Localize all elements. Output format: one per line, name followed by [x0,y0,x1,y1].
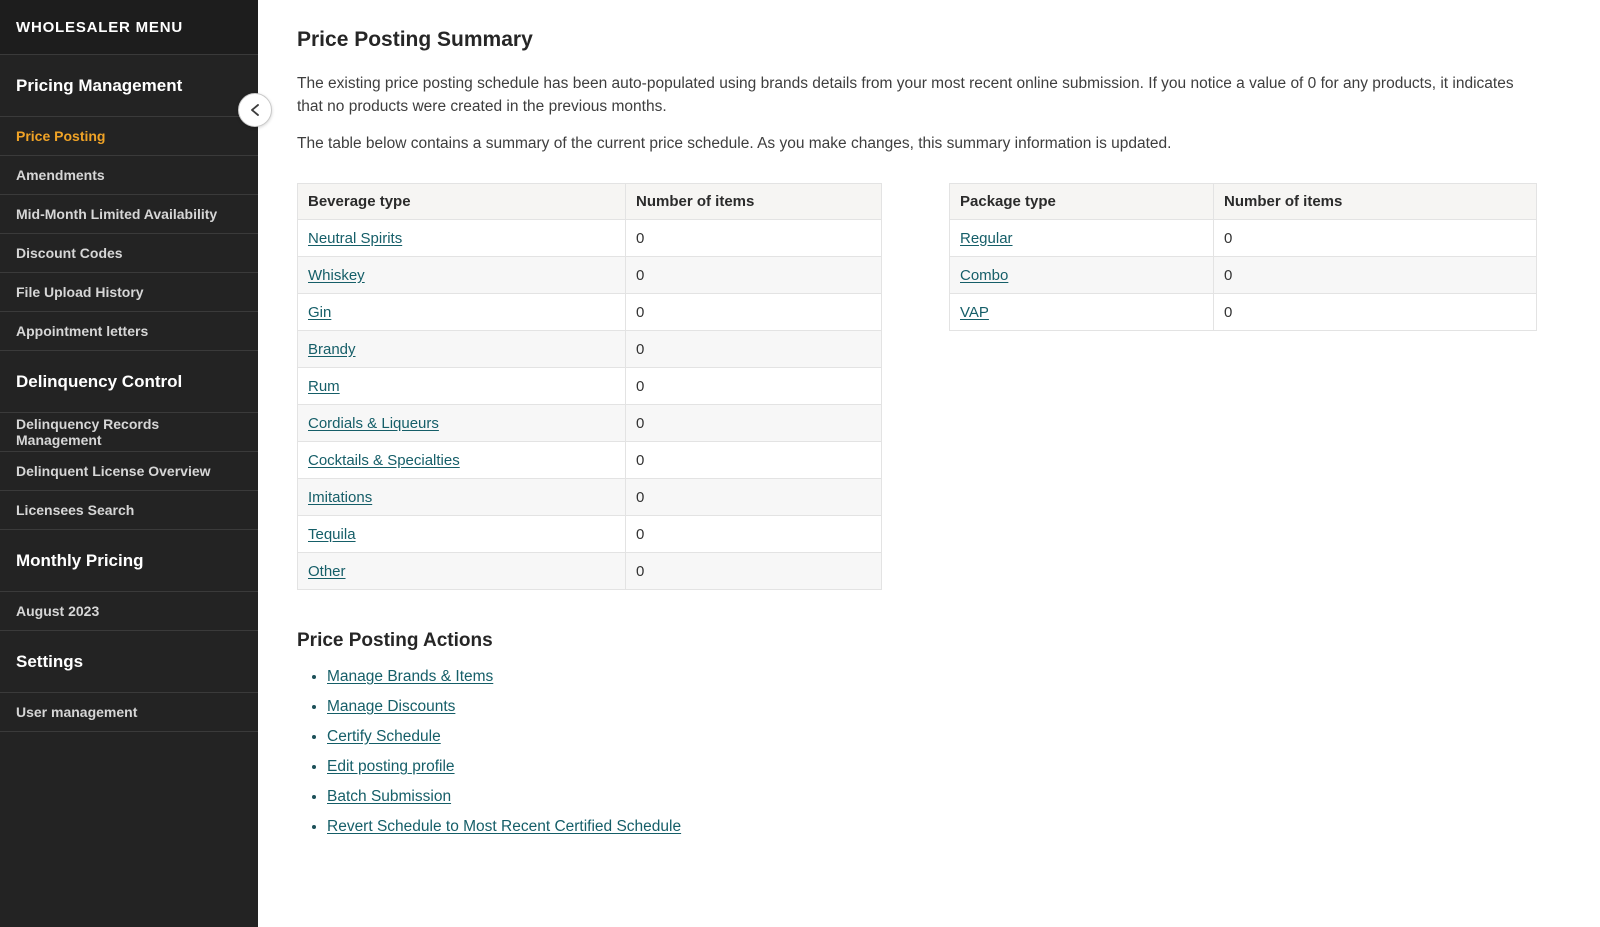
package-type-table [949,183,1537,331]
main-content [258,0,1600,927]
item-count: 0 [626,331,882,368]
list-item [327,698,1536,716]
sidebar-section-pricing-management: Pricing Management [0,55,258,117]
action-link-certify-schedule[interactable]: Certify Schedule [327,728,441,745]
item-count: 0 [1214,220,1537,257]
action-link-manage-discounts[interactable]: Manage Discounts [327,698,456,715]
sidebar-item-file-upload-history[interactable]: File Upload History [0,273,258,312]
beverage-link-rum[interactable]: Rum [308,377,340,395]
package-link-regular[interactable]: Regular [960,229,1013,247]
beverage-link-neutral-spirits[interactable]: Neutral Spirits [308,229,403,247]
action-link-edit-posting-profile[interactable]: Edit posting profile [327,758,455,775]
item-count: 0 [626,516,882,553]
sidebar-item-amendments[interactable]: Amendments [0,156,258,195]
beverage-link-whiskey[interactable]: Whiskey [308,266,365,284]
sidebar-item-user-management[interactable]: User management [0,693,258,732]
table-header-row [950,184,1537,220]
item-count: 0 [626,442,882,479]
beverage-link-brandy[interactable]: Brandy [308,340,356,358]
table-header-row [298,184,882,220]
sidebar-section-settings: Settings [0,631,258,693]
actions-list [297,668,1536,836]
table-row [298,331,882,368]
table-row [298,479,882,516]
table-row [950,220,1537,257]
sidebar-title: WHOLESALER MENU [0,0,258,55]
item-count: 0 [626,553,882,590]
package-link-combo[interactable]: Combo [960,266,1009,284]
item-count: 0 [626,368,882,405]
beverage-link-cordials-liqueurs[interactable]: Cordials & Liqueurs [308,414,439,432]
list-item [327,788,1536,806]
table-row [298,442,882,479]
item-count: 0 [626,220,882,257]
beverage-type-table [297,183,882,590]
sidebar-item-mid-month-limited-availability[interactable]: Mid-Month Limited Availability [0,195,258,234]
package-link-vap[interactable]: VAP [960,303,989,321]
item-count: 0 [1214,257,1537,294]
number-of-items-header: Number of items [1214,184,1537,220]
sidebar-item-august-2023[interactable]: August 2023 [0,592,258,631]
table-row [298,516,882,553]
list-item [327,818,1536,836]
chevron-left-icon [250,103,260,117]
sidebar-item-price-posting[interactable]: Price Posting [0,117,258,156]
intro-paragraph-1: The existing price posting schedule has been auto-populated using brands details from your most recent online submission. If you notice a value of 0 for any products, it indicates that no products were created in the previous months. [297,75,1514,115]
sidebar-section-monthly-pricing: Monthly Pricing [0,530,258,592]
number-of-items-header: Number of items [626,184,882,220]
sidebar-section-delinquency-control: Delinquency Control [0,351,258,413]
item-count: 0 [626,294,882,331]
summary-tables [297,183,1536,590]
beverage-link-other[interactable]: Other [308,562,346,580]
beverage-link-tequila[interactable]: Tequila [308,525,356,543]
actions-title: Price Posting Actions [297,630,493,651]
table-row [298,220,882,257]
sidebar-item-delinquency-records-management[interactable]: Delinquency Records Management [0,413,258,452]
sidebar-collapse-button[interactable] [238,93,272,127]
item-count: 0 [626,257,882,294]
list-item [327,758,1536,776]
beverage-link-gin[interactable]: Gin [308,303,332,321]
action-link-revert-schedule[interactable]: Revert Schedule to Most Recent Certified Schedule [327,818,682,835]
sidebar-item-delinquent-license-overview[interactable]: Delinquent License Overview [0,452,258,491]
table-row [950,294,1537,331]
table-row [950,257,1537,294]
sidebar-item-licensees-search[interactable]: Licensees Search [0,491,258,530]
list-item [327,668,1536,686]
item-count: 0 [1214,294,1537,331]
table-row [298,405,882,442]
beverage-type-header: Beverage type [298,184,626,220]
list-item [327,728,1536,746]
intro-paragraph-2: The table below contains a summary of the current price schedule. As you make changes, this summary information is updated. [297,135,1172,152]
page-title: Price Posting Summary [297,28,533,51]
action-link-batch-submission[interactable]: Batch Submission [327,788,452,805]
beverage-link-cocktails-specialties[interactable]: Cocktails & Specialties [308,451,460,469]
table-row [298,257,882,294]
table-row [298,294,882,331]
action-link-manage-brands-items[interactable]: Manage Brands & Items [327,668,494,685]
sidebar-item-discount-codes[interactable]: Discount Codes [0,234,258,273]
sidebar [0,0,258,927]
item-count: 0 [626,479,882,516]
item-count: 0 [626,405,882,442]
beverage-link-imitations[interactable]: Imitations [308,488,373,506]
table-row [298,368,882,405]
table-row [298,553,882,590]
sidebar-item-appointment-letters[interactable]: Appointment letters [0,312,258,351]
package-type-header: Package type [950,184,1214,220]
